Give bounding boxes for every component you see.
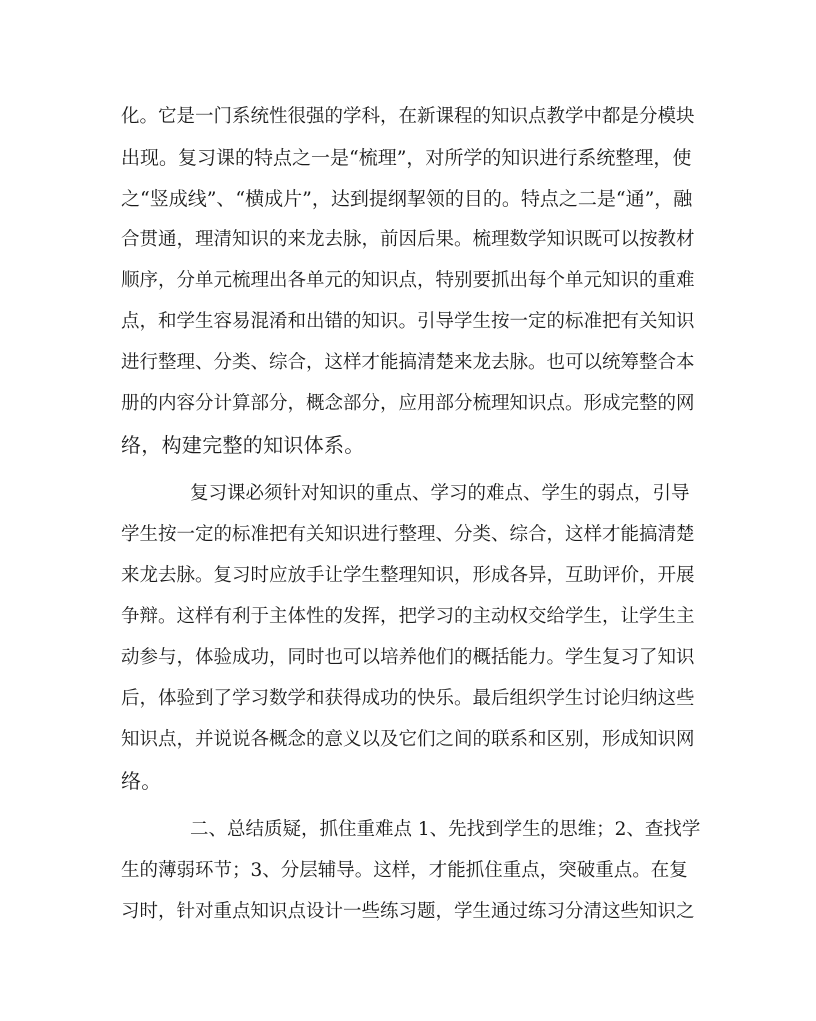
text-line: 学生按一定的标准把有关知识进行整理、分类、综合，这样才能搞清楚 (121, 524, 695, 545)
text-line: 顺序，分单元梳理出各单元的知识点，特别要抓出每个单元知识的重难 (121, 270, 695, 291)
text-line: 知识点，并说说各概念的意义以及它们之间的联系和区别，形成知识网 (121, 729, 695, 750)
text-line: 生的薄弱环节；3、分层辅导。这样，才能抓住重点，突破重点。在复 (121, 860, 688, 881)
text-line: 二、总结质疑，抓住重难点 1、先找到学生的思维；2、查找学 (190, 819, 701, 840)
text-line: 册的内容分计算部分，概念部分，应用部分梳理知识点。形成完整的网 (121, 393, 695, 414)
text-line: 络，构建完整的知识体系。 (121, 433, 365, 457)
text-line: 进行整理、分类、综合，这样才能搞清楚来龙去脉。也可以统筹整合本 (121, 352, 695, 373)
text-line: 动参与，体验成功，同时也可以培养他们的概括能力。学生复习了知识 (121, 647, 695, 668)
text-line: 来龙去脉。复习时应放手让学生整理知识，形成各异，互助评价，开展 (121, 565, 695, 586)
text-line: 之“竖成线”、“横成片”，达到提纲挈领的目的。特点之二是“通”，融 (121, 188, 693, 210)
text-line: 合贯通，理清知识的来龙去脉，前因后果。梳理数学知识既可以按教材 (121, 229, 695, 250)
text-line: 络。 (121, 769, 162, 793)
text-line: 习时，针对重点知识点设计一些练习题，学生通过练习分清这些知识之 (121, 901, 695, 922)
text-line: 出现。复习课的特点之一是“梳理”，对所学的知识进行系统整理，使 (121, 147, 692, 169)
text-line: 后，体验到了学习数学和获得成功的快乐。最后组织学生讨论归纳这些 (121, 688, 695, 709)
text-line: 争辩。这样有利于主体性的发挥，把学习的主动权交给学生，让学生主 (121, 606, 695, 627)
text-line: 化。它是一门系统性很强的学科，在新课程的知识点教学中都是分模块 (121, 106, 695, 127)
text-line: 点，和学生容易混淆和出错的知识。引导学生按一定的标准把有关知识 (121, 311, 695, 332)
text-line: 复习课必须针对知识的重点、学习的难点、学生的弱点，引导 (190, 483, 690, 504)
